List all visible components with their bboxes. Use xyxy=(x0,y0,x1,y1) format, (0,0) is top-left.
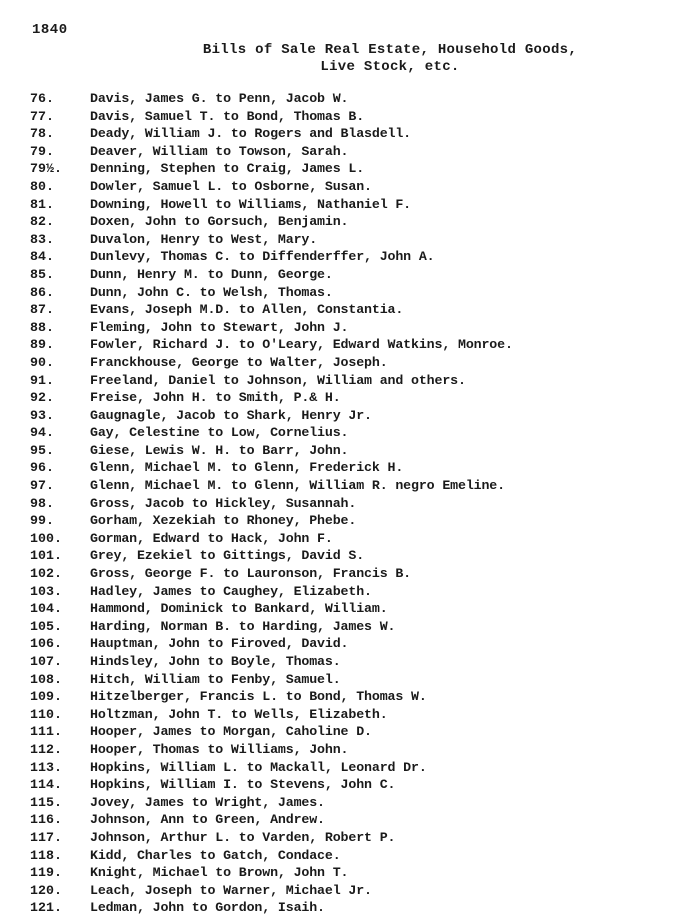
list-item xyxy=(0,267,700,285)
page-title-line-1: Bills of Sale Real Estate, Household Goods, xyxy=(202,42,578,58)
list-item xyxy=(0,390,700,408)
entry-text: Deaver, William to Towson, Sarah. xyxy=(90,143,349,159)
list-item xyxy=(0,179,700,197)
list-item xyxy=(0,443,700,461)
entry-text: Doxen, John to Gorsuch, Benjamin. xyxy=(90,214,349,230)
entry-number: 104. xyxy=(30,601,62,617)
entry-text: Denning, Stephen to Craig, James L. xyxy=(90,161,365,177)
entry-number: 105. xyxy=(30,618,62,634)
list-item xyxy=(0,232,700,250)
entry-text: Hauptman, John to Firoved, David. xyxy=(90,636,349,652)
list-item xyxy=(0,830,700,848)
entry-number: 80. xyxy=(30,178,54,194)
entry-number: 111. xyxy=(30,724,62,740)
entry-text: Harding, Norman B. to Harding, James W. xyxy=(90,618,396,634)
list-item xyxy=(0,865,700,883)
entry-text: Evans, Joseph M.D. to Allen, Constantia. xyxy=(90,302,404,318)
list-item xyxy=(0,161,700,179)
entry-text: Jovey, James to Wright, James. xyxy=(90,794,325,810)
entry-text: Glenn, Michael M. to Glenn, William R. negro Emeline. xyxy=(90,478,505,494)
entry-text: Hitzelberger, Francis L. to Bond, Thomas W. xyxy=(90,689,427,705)
entry-text: Gay, Celestine to Low, Cornelius. xyxy=(90,425,349,441)
entry-number: 118. xyxy=(30,847,62,863)
list-item xyxy=(0,795,700,813)
list-item xyxy=(0,320,700,338)
entry-number: 90. xyxy=(30,354,54,370)
entry-text: Dowler, Samuel L. to Osborne, Susan. xyxy=(90,178,372,194)
entry-number: 102. xyxy=(30,566,62,582)
entry-text: Johnson, Arthur L. to Varden, Robert P. xyxy=(90,829,396,845)
entry-text: Johnson, Ann to Green, Andrew. xyxy=(90,812,325,828)
entry-number: 100. xyxy=(30,530,62,546)
entry-text: Gaugnagle, Jacob to Shark, Henry Jr. xyxy=(90,407,372,423)
list-item xyxy=(0,531,700,549)
list-item xyxy=(0,144,700,162)
entry-number: 94. xyxy=(30,425,54,441)
entry-number: 97. xyxy=(30,478,54,494)
entry-number: 88. xyxy=(30,319,54,335)
entry-text: Kidd, Charles to Gatch, Condace. xyxy=(90,847,341,863)
entry-number: 82. xyxy=(30,214,54,230)
list-item xyxy=(0,126,700,144)
entry-text: Dunn, John C. to Welsh, Thomas. xyxy=(90,284,333,300)
entry-text: Franckhouse, George to Walter, Joseph. xyxy=(90,354,388,370)
list-item xyxy=(0,478,700,496)
entry-number: 86. xyxy=(30,284,54,300)
list-item xyxy=(0,408,700,426)
list-item xyxy=(0,460,700,478)
list-item xyxy=(0,91,700,109)
entry-text: Knight, Michael to Brown, John T. xyxy=(90,865,349,881)
entry-text: Leach, Joseph to Warner, Michael Jr. xyxy=(90,882,372,898)
entry-number: 119. xyxy=(30,865,62,881)
entry-number: 101. xyxy=(30,548,62,564)
list-item xyxy=(0,249,700,267)
entry-number: 78. xyxy=(30,126,54,142)
entry-number: 115. xyxy=(30,794,62,810)
list-item xyxy=(0,848,700,866)
entry-number: 76. xyxy=(30,91,54,106)
list-item xyxy=(0,601,700,619)
entry-number: 95. xyxy=(30,442,54,458)
entry-number: 108. xyxy=(30,671,62,687)
page-year: 1840 xyxy=(32,22,68,38)
entry-text: Hopkins, William I. to Stevens, John C. xyxy=(90,777,396,793)
entry-number: 106. xyxy=(30,636,62,652)
list-item xyxy=(0,513,700,531)
entry-number: 103. xyxy=(30,583,62,599)
entry-number: 109. xyxy=(30,689,62,705)
list-item xyxy=(0,109,700,127)
entry-text: Gross, George F. to Lauronson, Francis B. xyxy=(90,566,412,582)
entry-text: Grey, Ezekiel to Gittings, David S. xyxy=(90,548,365,564)
entry-number: 112. xyxy=(30,741,62,757)
page-title-line-2: Live Stock, etc. xyxy=(320,59,460,75)
list-item xyxy=(0,619,700,637)
list-item xyxy=(0,812,700,830)
entry-text: Holtzman, John T. to Wells, Elizabeth. xyxy=(90,706,388,722)
entry-number: 89. xyxy=(30,337,54,353)
list-item xyxy=(0,425,700,443)
list-item xyxy=(0,672,700,690)
entry-number: 79½. xyxy=(30,161,62,177)
list-item xyxy=(0,285,700,303)
list-item xyxy=(0,496,700,514)
entry-number: 116. xyxy=(30,812,62,828)
entry-text: Hitch, William to Fenby, Samuel. xyxy=(90,671,341,687)
list-item xyxy=(0,689,700,707)
list-item xyxy=(0,636,700,654)
entry-number: 83. xyxy=(30,231,54,247)
entry-number: 84. xyxy=(30,249,54,265)
entry-text: Giese, Lewis W. H. to Barr, John. xyxy=(90,442,349,458)
entry-text: Hooper, James to Morgan, Caholine D. xyxy=(90,724,372,740)
entry-number: 121. xyxy=(30,900,62,916)
entry-text: Hadley, James to Caughey, Elizabeth. xyxy=(90,583,372,599)
entry-number: 92. xyxy=(30,390,54,406)
entry-text: Glenn, Michael M. to Glenn, Frederick H. xyxy=(90,460,404,476)
list-item xyxy=(0,654,700,672)
list-item xyxy=(0,337,700,355)
entry-text: Duvalon, Henry to West, Mary. xyxy=(90,231,318,247)
entry-text: Hindsley, John to Boyle, Thomas. xyxy=(90,654,341,669)
entry-number: 91. xyxy=(30,372,54,388)
entry-number: 107. xyxy=(30,654,62,669)
list-item xyxy=(0,777,700,795)
entry-number: 93. xyxy=(30,407,54,423)
list-item xyxy=(0,302,700,320)
list-item xyxy=(0,566,700,584)
entry-number: 85. xyxy=(30,266,54,282)
entry-number: 110. xyxy=(30,706,62,722)
entry-text: Gross, Jacob to Hickley, Susannah. xyxy=(90,495,357,511)
entry-number: 113. xyxy=(30,759,62,775)
list-item xyxy=(0,900,700,918)
entry-number: 114. xyxy=(30,777,62,793)
list-item xyxy=(0,883,700,901)
entry-number: 96. xyxy=(30,460,54,476)
entry-text: Ledman, John to Gordon, Isaih. xyxy=(90,900,325,916)
entry-text: Fowler, Richard J. to O'Leary, Edward Watkins, Monroe. xyxy=(90,337,513,353)
entry-text: Davis, James G. to Penn, Jacob W. xyxy=(90,91,349,106)
entry-text: Freise, John H. to Smith, P.& H. xyxy=(90,390,341,406)
entry-number: 120. xyxy=(30,882,62,898)
entry-text: Gorman, Edward to Hack, John F. xyxy=(90,530,333,546)
list-item xyxy=(0,355,700,373)
entry-text: Deady, William J. to Rogers and Blasdell. xyxy=(90,126,412,142)
list-item xyxy=(0,760,700,778)
entry-number: 81. xyxy=(30,196,54,212)
list-item xyxy=(0,214,700,232)
list-item xyxy=(0,707,700,725)
entry-number: 79. xyxy=(30,143,54,159)
entry-number: 87. xyxy=(30,302,54,318)
entry-text: Fleming, John to Stewart, John J. xyxy=(90,319,349,335)
entry-list xyxy=(0,91,700,918)
entry-text: Freeland, Daniel to Johnson, William and others. xyxy=(90,372,466,388)
list-item xyxy=(0,548,700,566)
list-item xyxy=(0,197,700,215)
entry-text: Dunlevy, Thomas C. to Diffenderffer, John A. xyxy=(90,249,435,265)
entry-text: Davis, Samuel T. to Bond, Thomas B. xyxy=(90,108,365,124)
entry-text: Downing, Howell to Williams, Nathaniel F. xyxy=(90,196,412,212)
entry-number: 99. xyxy=(30,513,54,529)
entry-text: Hooper, Thomas to Williams, John. xyxy=(90,741,349,757)
entry-number: 98. xyxy=(30,495,54,511)
entry-text: Hopkins, William L. to Mackall, Leonard Dr. xyxy=(90,759,427,775)
list-item xyxy=(0,373,700,391)
entry-number: 117. xyxy=(30,829,62,845)
entry-text: Gorham, Xezekiah to Rhoney, Phebe. xyxy=(90,513,357,529)
list-item xyxy=(0,724,700,742)
entry-text: Hammond, Dominick to Bankard, William. xyxy=(90,601,388,617)
entry-number: 77. xyxy=(30,108,54,124)
entry-text: Dunn, Henry M. to Dunn, George. xyxy=(90,266,333,282)
list-item xyxy=(0,742,700,760)
list-item xyxy=(0,584,700,602)
